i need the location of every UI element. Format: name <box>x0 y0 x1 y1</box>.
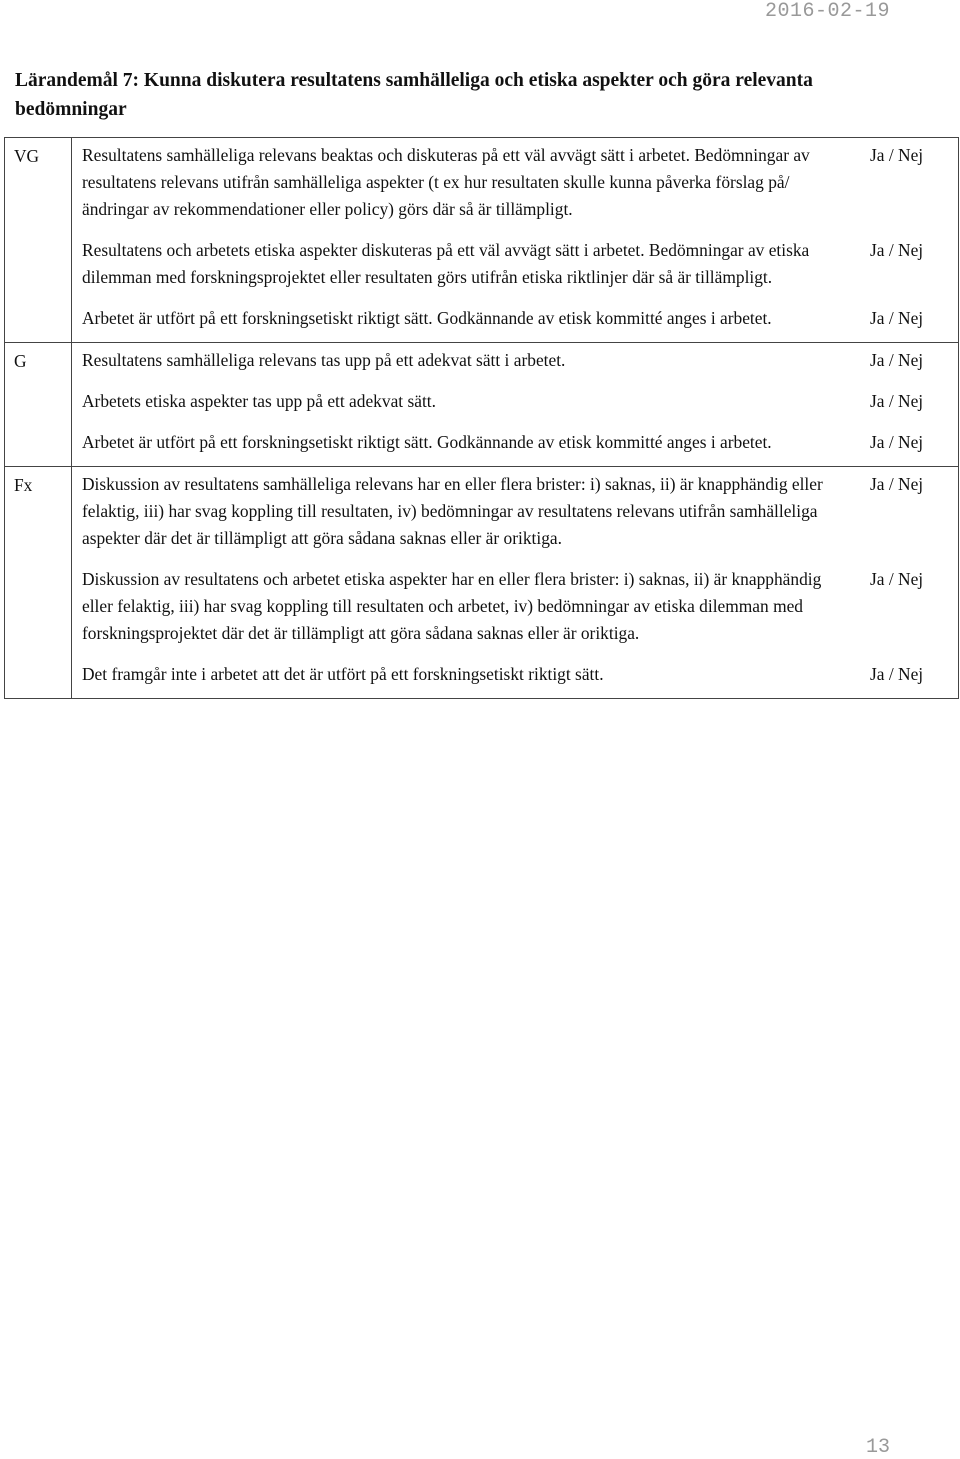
criterion-text: Resultatens samhälleliga relevans tas upp på ett adekvat sätt i arbetet. <box>82 350 566 370</box>
yes-no-option: Ja / Nej <box>870 569 924 589</box>
yes-no-option: Ja / Nej <box>870 350 924 370</box>
yes-no-option: Ja / Nej <box>870 391 924 411</box>
grading-criteria-table <box>4 137 959 699</box>
grade-label: G <box>5 343 72 467</box>
criterion <box>82 142 950 223</box>
yes-no-option: Ja / Nej <box>870 308 924 328</box>
grade-row-vg <box>5 138 959 343</box>
criterion <box>82 305 950 332</box>
criteria-cell <box>72 467 959 699</box>
yes-no-option: Ja / Nej <box>870 145 924 165</box>
criterion <box>82 471 950 552</box>
criterion-text: Diskussion av resultatens samhälleliga relevans har en eller flera brister: i) saknas, ii) är knapphändig eller felaktig, iii) har svag koppling till resultaten, iv) bedömningar av resultatens relevans utifrån samhälleliga aspekter där det är tillämpligt att göra sådana saknas eller är oriktiga. <box>82 474 823 548</box>
criterion-text: Arbetets etiska aspekter tas upp på ett adekvat sätt. <box>82 391 436 411</box>
criterion-text: Resultatens samhälleliga relevans beaktas och diskuteras på ett väl avvägt sätt i arbetet. Bedömningar av resultatens relevans utifrån samhälleliga aspekter (t ex hur resultaten skulle kunna påverka förslag på/ändringar av rekommendationer eller policy) görs där så är tillämpligt. <box>82 145 810 219</box>
criterion-text: Diskussion av resultatens och arbetet etiska aspekter har en eller flera brister: i) saknas, ii) är knapphändig eller felaktig, iii) har svag koppling till resultaten och arbetet, iv) bedömningar av etiska dilemman med forskningsprojektet där det är tillämpligt att göra sådana saknas eller är oriktiga. <box>82 569 822 643</box>
criterion <box>82 661 950 688</box>
criterion <box>82 347 950 374</box>
criterion-text: Arbetet är utfört på ett forskningsetiskt riktigt sätt. Godkännande av etisk kommitté anges i arbetet. <box>82 308 772 328</box>
yes-no-option: Ja / Nej <box>870 432 924 452</box>
yes-no-option: Ja / Nej <box>870 664 924 684</box>
grade-label: Fx <box>5 467 72 699</box>
criterion <box>82 429 950 456</box>
criteria-cell <box>72 343 959 467</box>
grade-row-g <box>5 343 959 467</box>
criterion <box>82 237 950 291</box>
criterion <box>82 566 950 647</box>
criteria-cell <box>72 138 959 343</box>
learning-goal-heading: Lärandemål 7: Kunna diskutera resultatens samhälleliga och etiska aspekter och göra relevanta bedömningar <box>15 70 813 120</box>
criterion <box>82 388 950 415</box>
criterion-text: Det framgår inte i arbetet att det är utfört på ett forskningsetiskt riktigt sätt. <box>82 664 604 684</box>
yes-no-option: Ja / Nej <box>870 474 924 494</box>
document-date: 2016-02-19 <box>764 0 890 23</box>
grade-row-fx <box>5 467 959 699</box>
criterion-text: Resultatens och arbetets etiska aspekter diskuteras på ett väl avvägt sätt i arbetet. Bedömningar av etiska dilemman med forskningsprojektet eller resultaten görs utifrån etiska riktlinjer där så är tillämpligt. <box>82 240 810 287</box>
yes-no-option: Ja / Nej <box>870 240 924 260</box>
page-number: 13 <box>865 1436 890 1459</box>
criterion-text: Arbetet är utfört på ett forskningsetiskt riktigt sätt. Godkännande av etisk kommitté anges i arbetet. <box>82 432 772 452</box>
grade-label: VG <box>5 138 72 343</box>
